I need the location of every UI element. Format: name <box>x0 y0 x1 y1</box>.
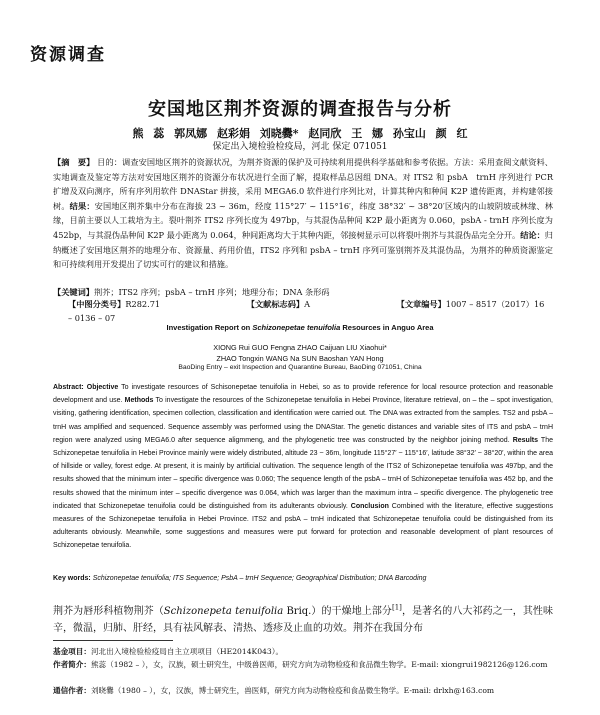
paper-title-zh: 安国地区荆芥资源的调查报告与分析 <box>148 99 452 120</box>
affiliation-zh: 保定出入境检验检疫局，河北 保定 071051 <box>212 142 388 152</box>
keywords-en <box>53 575 553 582</box>
doc-code <box>247 299 352 309</box>
body-species: Schizonepeta tenuifolia <box>163 606 284 617</box>
keywords-en-text: Schizonepetae tenuifolia; ITS Sequence; PsbA – trnH Sequence; Geographical Distribution; DNA Barcoding <box>92 575 427 582</box>
fund-label: 基金项目： <box>53 647 91 656</box>
abstract-zh-result: 安国地区荆芥集中分布在海拔 23 ~ 36m，经度 115°27′ ~ 115°16′，纬度 38°32′ ~ 38°20′区域内的山坡阴坡或林缘、林缘，目前主要以人工栽培为主。裂叶荆芥 ITS2 序列长度为 497bp，与其混伪品种间 K2P 最小距离为 0.060，psbA - trnH 序列长度为 452bp，与其混伪品种间 K2P 最小距离为 0.064，种间距离均大于其种内距，邻接树显示可以将裂叶荆芥与其混伪品完全分开。 <box>53 200 553 240</box>
abstract-en <box>53 381 553 553</box>
abstract-zh-text: 目的：调查安国地区荆芥的资源状况，为荆芥资源的保护及可持续利用提供科学基础和参考依据。方法：采用查阅文献资料、实地调查及鉴定等方法对安国地区荆芥的资源分布状况进行全面了解，提取样品总因组 DNA。对 ITS2 和 psbA trnH 序列进行 PCR 扩增及双向测序，所有序列用软件 DNAStar 拼接，采用 MEGA6.0 软件进行序列比对，计算其种内和种间 K2P 遗传距离，并构建邻接树。 <box>53 157 553 211</box>
body-text <box>53 603 553 637</box>
title-en-species: Schizonepetae tenuifolia <box>252 323 341 332</box>
conclusion-label: Conclusion <box>350 502 389 510</box>
affiliation-en: BaoDing Entry – exit Inspection and Quarantine Bureau, BaoDing 071051, China <box>178 364 422 371</box>
authors-en <box>0 342 600 364</box>
doc-code-label: 【文献标志码】 <box>246 299 305 309</box>
author-intro-note <box>53 659 553 672</box>
conclusion-text: Combined with the literature, effective suggestions measures of the Schizonepetae tenuifolia in Hebei Province. ITS2 and psbA – trnH indicated that Schizonepetae tenuifolia could be distinguished from its adulterants obviously. Meanwhile, some suggestions and measures were put forward for protection and reasonable development of plant resources of Schizonepetae tenuifolia. <box>53 502 553 550</box>
classification-line <box>68 297 548 325</box>
article-no-value: 1007 – 8517（2017）16 – 0136 – 07 <box>68 299 545 323</box>
keywords-zh-text: 荆芥；ITS2 序列；psbA – trnH 序列；地理分布；DNA 条形码 <box>93 287 330 297</box>
abstract-zh-conclusion: 归纳概述了安国地区荆芥的地理分布、资源量、药用价值，ITS2 序列和 psbA – trnH 序列可鉴别荆芥及其混伪品，为荆芥的种质资源鉴定和可持续利用开发提出了切实可行的建议和措施。 <box>53 229 553 270</box>
fund-text: 河北出入境检验检疫局自主立项项目（HE2014K043）。 <box>90 647 284 656</box>
body-mid: Briq.）的干燥地上部分 <box>283 606 392 617</box>
objective-text: To investigate resources of Schisonepetae tenuifolia in Hebei, so as to provide reference for local resource protection and reasonable development and use. <box>53 384 553 405</box>
body-ref: [1] <box>392 603 402 612</box>
methods-label: Methods <box>124 397 154 405</box>
fund-note <box>53 646 553 659</box>
body-pre: 荆芥为唇形科植物荆芥（ <box>53 606 164 617</box>
authors-zh: 熊 蕊 郭凤娜 赵彩娟 刘晓爨* 赵同欣 王 娜 孙宝山 颜 红 <box>132 127 468 140</box>
clc-label: 【中图分类号】 <box>68 299 126 309</box>
title-en-post: Resources in Anguo Area <box>340 323 434 332</box>
authors-en-line1: XIONG Rui GUO Fengna ZHAO Caijuan LIU Xiaohui* <box>213 343 387 352</box>
doc-code-value: A <box>304 299 311 309</box>
corresponding-note <box>53 685 553 698</box>
body-post: ，是著名的八大祁药之一，其性味辛，微温，归肺、肝经，具有祛风解表、清热、透疹及止血的功效。荆芥在我国分布 <box>53 606 554 634</box>
objective-label: Objective <box>86 384 119 391</box>
footnote-rule <box>53 640 173 641</box>
paper-title-en <box>0 323 600 332</box>
abstract-en-label: Abstract: <box>53 384 87 391</box>
author-intro-label: 作者简介： <box>53 660 91 669</box>
corresponding-text: 刘晓爨（1980 – ），女，汉族，博士研究生，兽医师，研究方向为动物检疫和食品微生物学。E-mail: drlxh@163.com <box>90 686 495 695</box>
section-label: 资源调查 <box>30 45 106 65</box>
methods-text: To investigate the resources of the Schizonepetae tenuifolia in Hebei Province, literature retrieval, on – the – spot investigation, visiting, gathering identification, specimen collection, classification and identification were carried out. The DNA was extracted from the samples. TS2 and psbA – trnH was amplified and sequenced. Sequence assembly was performed using the DNAStar. The genetic distances and variable sites of ITS and psbA – trnH region were analyzed using MEGA6.0 after sequence aligmmeng, and the phylogenetic tree was constructed by the neighbor joining method. <box>53 397 554 444</box>
keywords-en-label: Key words: <box>53 575 93 582</box>
abstract-zh <box>53 155 553 272</box>
author-intro-text: 熊蕊（1982 – ），女，汉族，硕士研究生，中级兽医师，研究方向为动物检疫和食品微生物学。E-mail: xiongrui1982126@126.com <box>90 660 548 669</box>
abstract-label: 【摘 要】 <box>53 157 95 167</box>
corresponding-label: 通信作者： <box>53 686 91 695</box>
abstract-conclusion-label: 结论： <box>520 229 545 240</box>
keywords-label: 【关键词】 <box>53 287 94 297</box>
results-label: Results <box>512 436 538 444</box>
clc-value: R282.71 <box>125 299 161 309</box>
article-no-label: 【文章编号】 <box>396 299 446 309</box>
clc <box>68 299 202 309</box>
authors-en-line2: ZHAO Tongxin WANG Na SUN Baoshan YAN Hong <box>216 354 384 363</box>
abstract-result-label: 结果： <box>69 200 95 211</box>
results-text: The Schizonepetae tenuifolia in Hebei Province mainly were widely distributed, altitude 23 ~ 36m, longitude 115°27′ ~ 115°16′, latitude 38°32′ ~ 38°20′, within the area of hillside or valley, forest edge. At present, it is mainly by artificial cultivation. The sequence length of the ITS2 of Schizonepetae tenuifolia was 497bp, and the results showed that the minimum inter – specific divergence was 0.060; The sequence length of the psbA – trnH of Schizonepetae tenuifolia was 452 bp, and the results showed that the minimum inter – specific divergence was 0.064, which was larger than the maximum intra – specific divergence. The phylogenetic tree indicated that Schizonepetae tenuifolia could be distinguished from its adulterants obviously. <box>53 436 553 510</box>
title-en-pre: Investigation Report on <box>166 323 253 332</box>
